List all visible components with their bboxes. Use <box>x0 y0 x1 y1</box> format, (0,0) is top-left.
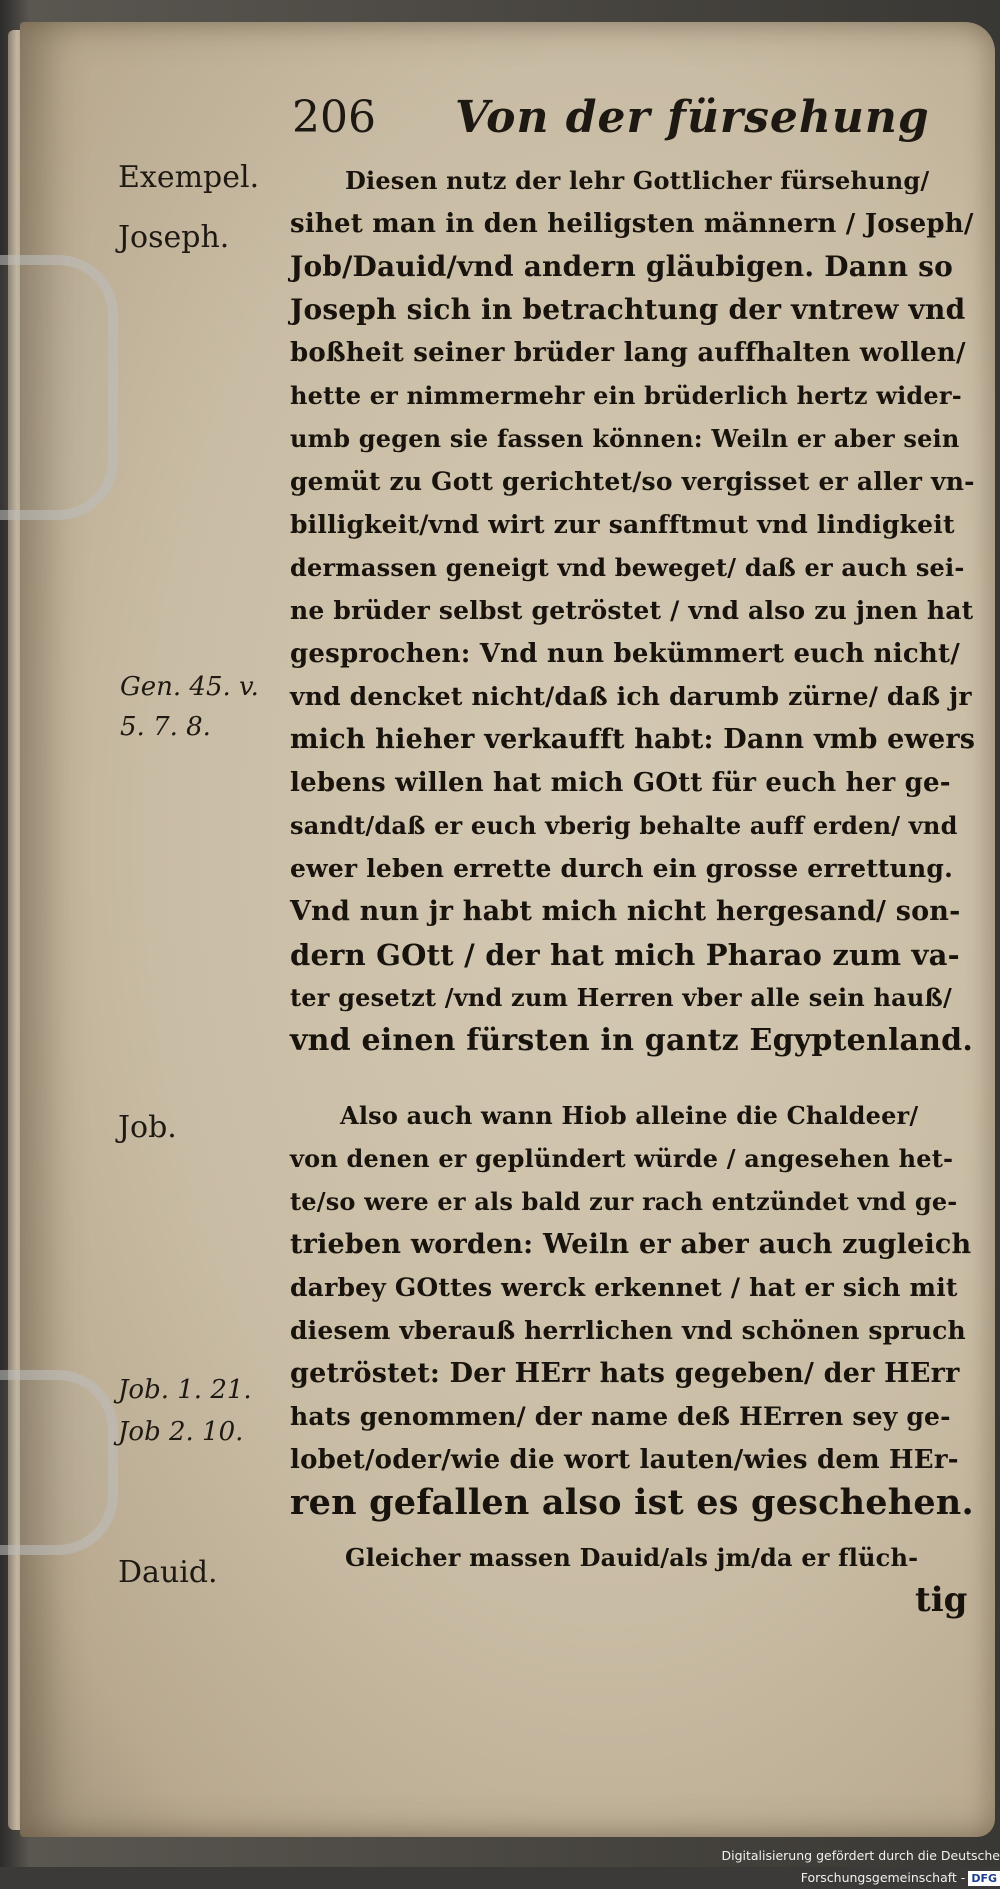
text-line: Diesen nutz der lehr Gottlicher fürsehung/ <box>345 166 930 195</box>
text-line: ter gesetzt /vnd zum Herren vber alle sein hauß/ <box>290 983 952 1012</box>
text-line: Also auch wann Hiob alleine die Chaldeer/ <box>340 1101 919 1130</box>
text-line: sihet man in den heiligsten männern / Joseph/ <box>290 209 974 239</box>
text-line: te/so were er als bald zur rach entzündet vnd ge- <box>290 1187 958 1216</box>
text-line: ne brüder selbst getröstet / vnd also zu jnen hat <box>290 596 974 625</box>
paper-clip-bottom <box>0 1370 118 1555</box>
text-line: vnd einen fürsten in gantz Egyptenland. <box>290 1023 974 1058</box>
text-line: darbey GOttes werck erkennet / hat er sich mit <box>290 1273 958 1302</box>
margin-note-job-2-10: Job 2. 10. <box>118 1417 244 1447</box>
footer-text: Digitalisierung gefördert durch die Deutsche Forschungsgemeinschaft - <box>721 1848 1000 1885</box>
dfg-logo-icon: DFG <box>968 1871 1000 1886</box>
text-line: von denen er geplündert würde / angesehen het- <box>290 1144 954 1173</box>
page-number: 206 <box>292 92 376 143</box>
text-line: lebens willen hat mich GOtt für euch her ge- <box>290 768 951 798</box>
paper-clip-top <box>0 255 118 520</box>
margin-note-exempel: Exempel. <box>118 160 260 195</box>
text-line: umb gegen sie fassen können: Weiln er aber sein <box>290 424 960 453</box>
text-line: gesprochen: Vnd nun bekümmert euch nicht/ <box>290 639 960 669</box>
margin-note-verses: 5. 7. 8. <box>120 712 211 742</box>
text-line: Vnd nun jr habt mich nicht hergesand/ son- <box>290 896 961 927</box>
text-line: Joseph sich in betrachtung der vntrew vnd <box>290 293 966 326</box>
text-line: gemüt zu Gott gerichtet/so vergisset er aller vn- <box>290 467 975 496</box>
text-line: trieben worden: Weiln er aber auch zugleich <box>290 1229 972 1260</box>
text-line: dermassen geneigt vnd beweget/ daß er auch sei- <box>290 553 965 582</box>
text-line: boßheit seiner brüder lang auffhalten wollen/ <box>290 338 966 368</box>
text-line: getröstet: Der HErr hats gegeben/ der HErr <box>290 1358 960 1389</box>
text-line: hette er nimmermehr ein brüderlich hertz wider- <box>290 381 962 410</box>
text-line: Job/Dauid/vnd andern gläubigen. Dann so <box>290 250 953 283</box>
margin-note-dauid: Dauid. <box>118 1555 218 1590</box>
digitization-footer <box>600 1845 1000 1885</box>
text-line: mich hieher verkaufft habt: Dann vmb ewers <box>290 724 976 755</box>
text-line: Gleicher massen Dauid/als jm/da er flüch- <box>345 1543 919 1572</box>
catchword: tig <box>915 1580 968 1620</box>
margin-note-joseph: Joseph. <box>118 220 230 255</box>
text-line: ren gefallen also ist es geschehen. <box>290 1482 974 1523</box>
text-line: sandt/daß er euch vberig behalte auff erden/ vnd <box>290 811 958 840</box>
text-line: diesem vberauß herrlichen vnd schönen spruch <box>290 1316 966 1345</box>
margin-note-job-1-21: Job. 1. 21. <box>118 1375 252 1405</box>
text-line: lobet/oder/wie die wort lauten/wies dem HEr- <box>290 1445 959 1475</box>
text-line: ewer leben errette durch ein grosse errettung. <box>290 854 954 883</box>
text-line: vnd dencket nicht/daß ich darumb zürne/ daß jr <box>290 682 972 711</box>
text-line: billigkeit/vnd wirt zur sanfftmut vnd lindigkeit <box>290 510 955 539</box>
margin-note-job: Job. <box>118 1110 177 1145</box>
running-head: Von der fürsehung <box>455 92 930 143</box>
margin-note-gen: Gen. 45. v. <box>120 672 259 702</box>
text-line: hats genommen/ der name deß HErren sey ge- <box>290 1402 951 1431</box>
page-header <box>0 92 1000 152</box>
text-line: dern GOtt / der hat mich Pharao zum va- <box>290 938 960 972</box>
